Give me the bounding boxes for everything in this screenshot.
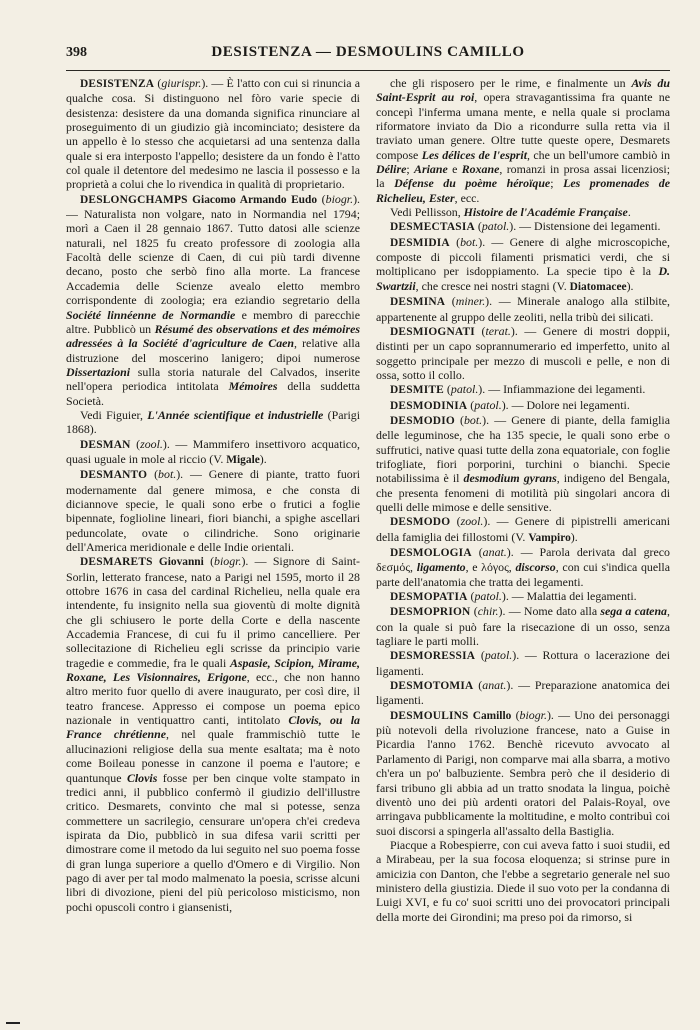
entry-text: ;: [550, 176, 564, 191]
entry-text: (: [450, 514, 461, 529]
dictionary-entry: [376, 838, 670, 924]
entry-text: (: [467, 589, 475, 604]
header-rule: [66, 70, 670, 71]
dictionary-entry: [376, 294, 670, 324]
entry-name: Diatomacee: [569, 280, 627, 293]
headword: DESMODINIA: [390, 399, 468, 412]
entry-name: Giovanni: [152, 556, 204, 569]
dictionary-entry: [376, 514, 670, 545]
entry-text: — Genere di alghe microscopiche, composte di piccoli filamenti prismatici verdi, che si moltiplicano per isdoppiamento. La specie tipo è la: [376, 234, 670, 279]
entry-text: ).: [478, 234, 486, 249]
running-title: DESISTENZA — DESMOULINS CAMILLO: [211, 44, 525, 60]
italic-title: Mémoires: [228, 379, 278, 394]
entry-text: ).: [501, 589, 509, 604]
entry-text: (: [317, 191, 326, 206]
headword: DESMOTOMIA: [390, 680, 474, 693]
field-label: zool.: [460, 514, 484, 529]
entry-name: Migale: [226, 453, 260, 466]
field-label: bot.: [463, 412, 483, 427]
entry-text: — Nome dato alla: [505, 604, 601, 619]
dictionary-entry: [376, 589, 670, 604]
entry-text: , con cui s'indica quella parte dell'anatomia che tratta dei legamenti.: [376, 560, 670, 589]
headword: DESMITE: [390, 384, 444, 397]
entry-text: (: [467, 397, 475, 412]
entry-text: Vedi Pellisson,: [390, 205, 464, 220]
page-header: [66, 44, 670, 66]
field-label: giurispr.: [161, 76, 202, 90]
entry-text: — Genere di piante, tratto fuori modernamente dal genere mimosa, e che consta di diciannove specie, le quali sono erbe o frutici a foglie bipennate, foglioline lineari, fiori bianchi, a spighe ascellari peduncolate, ovate o cilindriche. Sono originarie dell'America meridionale e delle Indie orientali.: [66, 467, 360, 554]
entry-text: (: [475, 648, 485, 663]
italic-title: Société linnéenne de Normandie: [66, 307, 236, 322]
entry-text: ).: [483, 514, 491, 529]
italic-title: Défense du poème héroïque: [394, 176, 551, 191]
entry-text: , ecc., che non hanno altro merito fuor quello di avere inaugurato, per così dire, il teatro francese. Appresso ei compose un poema epico nazionale in ventiquattro canti, intitolato: [66, 670, 360, 728]
entry-text: (: [147, 467, 159, 482]
italic-title: sega a catena: [600, 604, 668, 619]
italic-title: Les délices de l'esprit: [421, 147, 528, 162]
dictionary-entry: [66, 76, 360, 192]
dictionary-entry: [66, 554, 360, 914]
field-label: patol.: [481, 219, 510, 234]
entry-text: ).: [482, 412, 490, 427]
entry-text: — Naturalista non volgare, nato in Normandia nel 1794; morì a Caen il 28 gennaio 1867. Tutto datosi alle scienze naturali, nel 1825 fu creato professore di zoologia alla Facoltà delle scienze di Caen, di cui più tardi divenne decano, posto che serbò fino alla morte. La francese Accademia delle Scienze avealo eletto membro corrispondente di zoologia; era eziandio segretario della: [66, 207, 360, 308]
entry-text: .: [627, 205, 631, 220]
italic-title: Ariane: [414, 162, 448, 177]
headword: DESLONGCHAMPS: [80, 193, 188, 206]
entry-text: Vedi Figuier,: [80, 407, 148, 422]
headword: DESISTENZA: [80, 78, 155, 90]
field-label: bot.: [460, 234, 479, 249]
right-column: [376, 76, 670, 1016]
dictionary-entry: [66, 437, 360, 468]
entry-text: ).: [506, 678, 514, 693]
entry-text: sulla storia naturale del Calvados, inserite nell'opera periodica intitolata: [66, 364, 360, 394]
entry-text: ).: [512, 648, 520, 663]
entry-text: — Signore di Saint-Sorlin, letterato francese, nato a Parigi nel 1595, morto il 28 ottobre 1676 in casa del cardinal Richelieu, nella quale era intendente, fu insignito nella sua gioventù di molte dignità che gli schiusero le porte della Corte e della nascente Accademia Francese, di cui fu il primo cancelliere. Per sollecitazione di Richelieu egli scrisse da principio varie tragedie e commedie, fra le quali: [66, 554, 360, 670]
entry-text: ).: [506, 545, 514, 559]
entry-text: — Distensione dei legamenti.: [516, 219, 661, 234]
field-label: biogr.: [214, 554, 242, 569]
entry-text: , nel quale frammischiò tutte le allucinazioni religiose della sua mente esaltata; ma è noto come Boileau ponesse in canzone il poema e l'autore; e quantunque: [66, 727, 360, 785]
entry-text: ).: [201, 76, 209, 90]
headword: DESMORESSIA: [390, 650, 476, 663]
entry-text: (: [454, 412, 464, 427]
italic-title: Avis du Saint-Esprit au roi: [376, 76, 670, 105]
field-label: patol.: [484, 648, 513, 663]
entry-text: (: [471, 545, 483, 559]
entry-text: ).: [498, 604, 506, 619]
italic-title: Aspasie, Scipion, Mirame, Roxane, Les Visionnaires, Erigone: [66, 655, 360, 685]
dictionary-entry: [376, 604, 670, 648]
entry-text: ).: [510, 323, 518, 338]
entry-text: , che un bell'umore cambiò in: [527, 147, 670, 162]
dictionary-entry: [376, 235, 670, 294]
entry-text: (: [203, 554, 215, 569]
entry-text: , opera stravagantissima fra quante ne concepì l'inferma umana mente, e nella quale si proclama riformatore inviato da Dio a ricondurre sulla retta via il traviato uman genere. Oltre tutte queste opere, Desmarets compose: [376, 90, 670, 162]
entry-text: ).: [509, 219, 517, 234]
entry-text: — Genere di pipistrelli americani della famiglia dei fillostomi (V.: [376, 514, 670, 544]
italic-title: ligamento: [416, 560, 466, 575]
field-label: zool.: [140, 436, 163, 451]
entry-text: ).: [176, 467, 184, 482]
dictionary-entry: [376, 205, 670, 219]
headword: DESMANTO: [80, 469, 148, 482]
dictionary-entry: [376, 545, 670, 589]
headword: DESMODO: [390, 516, 451, 529]
field-label: miner.: [455, 294, 486, 309]
entry-text: e membro di parecchie altre. Pubblicò un: [66, 307, 360, 336]
dictionary-entry: [376, 413, 670, 514]
headword: DESMINA: [390, 296, 446, 309]
dictionary-entry: [376, 648, 670, 678]
entry-text: — Mammifero insettivoro acquatico, quasi uguale in mole al riccio (V.: [66, 436, 360, 466]
entry-name: Vampiro: [528, 531, 571, 544]
italic-title: Dissertazioni: [66, 364, 131, 379]
entry-text: — Malattia dei legamenti.: [508, 589, 637, 604]
italic-title: Délire: [376, 162, 407, 177]
headword: DESMOLOGIA: [390, 547, 472, 559]
entry-text: fosse per ben cinque volte stampato in tredici anni, il pubblico confermò il giudizio dell'illustre critico. Desmarets, convinto che mal si potesse, senza commettere un sacrilegio, censurare un'opera ch'ei credeva ispirata da Dio, pubblicò in sua difesa varii scritti per dimostrare come il metodo da lui seguito nel suo poema fosse di gran lunga superiore a quello d'Omero e di Virgilio. Non pago di aver per tal modo malmenato la poesia, scrisse alcuni libri di divozione, pieni del più pericoloso misticismo, non pochi opuscoli contro i giansenisti,: [66, 770, 360, 914]
entry-text: — Uno dei personaggi più notevoli della rivoluzione francese, nato a Guise in Picardia l'anno 1762. Benchè ricevuto avvocato al Parlamento di Parigi, non comparve mai alla sbarra, a motivo ch'era un po' balbuziente. Sembra però che il desiderio di farsi tribuno gli abbia ad un tratto snodata la lingua, poichè diventò uno dei più ardenti oratori del Palais-Royal, ove arringava pubblicamente la moltitudine, e molto contribuì coi suoi discorsi a spingerla all'assalto della Bastiglia.: [376, 707, 670, 838]
field-label: anat.: [482, 545, 507, 559]
dictionary-entry: [66, 467, 360, 554]
headword: DESMOULINS: [390, 709, 469, 722]
entry-text: , romanzi in prosa assai licenziosi; la: [376, 162, 670, 191]
field-label: biogr.: [325, 191, 354, 206]
margin-mark: [6, 1022, 20, 1024]
headword: DESMOPRION: [390, 606, 471, 619]
entry-text: — Parola derivata dal greco δεσμός,: [376, 545, 670, 575]
entry-text: (: [474, 323, 486, 338]
entry-text: , indigeno del Bengala, che presenta fenomeni di motilità più singolari ancora di quelli delle mimose e delle sensitive.: [376, 471, 670, 514]
italic-title: desmodium gyrans: [463, 471, 557, 486]
headword: DESMOPATIA: [390, 591, 468, 604]
entry-text: ).: [241, 554, 249, 569]
entry-name: Giacomo Armando Eudo: [187, 193, 318, 206]
dictionary-entry: [376, 708, 670, 838]
dictionary-entry: [376, 324, 670, 382]
field-label: terat.: [485, 323, 511, 338]
entry-text: (: [511, 707, 520, 722]
italic-title: Les promenades de Richelieu, Ester: [376, 176, 670, 205]
entry-text: (: [443, 382, 451, 397]
dictionary-entry: [66, 192, 360, 408]
entry-text: — Genere di mostri doppii, distinti per un capo soprannumerario ed imperfetto, unito al soggetto principale per mezzo di muscoli e pelle, e non di ossa, sotto il collo.: [376, 323, 670, 382]
entry-text: (: [473, 678, 483, 693]
field-label: chir.: [477, 604, 499, 619]
page-number: 398: [66, 45, 87, 60]
entry-text: — Infiammazione dei legamenti.: [485, 382, 646, 397]
field-label: biogr.: [519, 707, 547, 722]
entry-text: — È l'atto con cui si rinuncia a qualche cosa. Si distinguono nel fòro varie specie di desistenza: desistere da una domanda significa rinunciare al proseguimento di un giudizio già incominciato; desistere da un appello è lo stesso che acquietarsi ad una sentenza dalla quale si era interposto l'appello; desistere da un fondo è l'atto col quale il detentore del medesimo ne lascia il possesso e la proprietà a colui che lo rivendica in qualità di proprietario.: [66, 76, 360, 192]
entry-text: (: [130, 436, 141, 451]
headword: DESMODIO: [390, 414, 455, 427]
entry-text: , con la quale si può fare la risecazione di un osso, senza tagliare le parti molli.: [376, 604, 670, 649]
entry-text: , ecc.: [454, 190, 480, 205]
italic-title: L'Année scientifique et industrielle: [147, 407, 324, 422]
entry-text: ).: [162, 436, 170, 451]
entry-text: ).: [570, 529, 578, 544]
entry-text: (: [445, 294, 456, 309]
headword: DESMIDIA: [390, 236, 450, 249]
left-column: [66, 76, 360, 1016]
italic-title: Clovis: [126, 770, 158, 785]
entry-text: — Genere di piante, della famiglia delle leguminose, che ha 135 specie, le quali sono erbe o suffrutici, native quasi tutte della zona equatoriale, con foglie trifogliate, fiori porporini, turchini o bianchi. Specie notabilissima è il: [376, 412, 670, 486]
entry-text: ;: [406, 162, 415, 177]
entry-text: ).: [546, 707, 554, 722]
entry-text: , relative alla distruzione del moscerino lanigero; dipoi numerose: [66, 336, 360, 365]
headword: DESMARETS: [80, 556, 153, 569]
field-label: anat.: [482, 678, 507, 693]
field-label: patol.: [450, 382, 479, 397]
headword: DESMAN: [80, 438, 131, 451]
entry-text: ).: [478, 382, 486, 397]
dictionary-entry: [66, 408, 360, 437]
entry-text: Piacque a Robespierre, con cui aveva fatto i suoi studii, ed a Mirabeau, per la sua focosa eloquenza; si strinse pure in amicizia con Danton, che l'ebbe a segretario generale nel suo ministero della giustizia. Diede il suo voto per la condanna di Luigi XVI, e fu co' suoi scritti uno dei provocatori principali della morte dei Girondini; ma preso poi da rimorso, si: [376, 837, 670, 924]
dictionary-entry: [376, 678, 670, 708]
entry-text: ).: [501, 397, 509, 412]
entry-text: , che cresce nei nostri stagni (V.: [415, 278, 570, 293]
entry-text: che gli risposero per le rime, e finalmente un: [390, 76, 632, 90]
field-label: patol.: [474, 589, 502, 604]
field-label: bot.: [158, 467, 177, 482]
entry-text: ).: [353, 191, 360, 206]
italic-title: Résumé des observations et des mémoires adressées à la Société d'agriculture de Caen: [66, 321, 360, 351]
entry-text: ).: [259, 451, 267, 466]
dictionary-entry: [376, 76, 670, 205]
entry-text: e: [447, 162, 462, 177]
entry-name: Camillo: [468, 709, 512, 722]
entry-text: (Parigi 1868).: [66, 407, 360, 437]
entry-text: — Rottura o lacerazione dei ligamenti.: [376, 648, 670, 678]
entry-text: — Preparazione anatomica dei ligamenti.: [376, 678, 670, 708]
italic-title: Roxane: [461, 162, 500, 177]
dictionary-entry: [376, 398, 670, 413]
italic-title: Clovis, ou la France chrétienne: [66, 713, 360, 742]
dictionary-entry: [376, 219, 670, 234]
entry-text: — Minerale analogo alla stilbite, appartenente al gruppo delle zeoliti, nella tribù dei silicati.: [376, 294, 670, 324]
italic-title: D. Swartzii: [376, 264, 670, 293]
entry-text: (: [470, 604, 478, 619]
dictionary-entry: [376, 382, 670, 397]
entry-text: ).: [485, 294, 493, 309]
entry-text: (: [449, 234, 461, 249]
italic-title: discorso: [515, 560, 556, 575]
entry-text: (: [474, 219, 482, 234]
entry-text: della suddetta Società.: [66, 379, 360, 408]
entry-text: (: [154, 76, 162, 90]
text-columns: [66, 76, 670, 1016]
field-label: patol.: [474, 397, 502, 412]
entry-text: — Dolore nei legamenti.: [508, 397, 630, 412]
headword: DESMECTASIA: [390, 221, 475, 234]
entry-text: , e λόγος,: [465, 560, 516, 575]
headword: DESMIOGNATI: [390, 325, 475, 338]
italic-title: Histoire de l'Académie Française: [463, 205, 628, 220]
entry-text: ).: [626, 278, 634, 293]
